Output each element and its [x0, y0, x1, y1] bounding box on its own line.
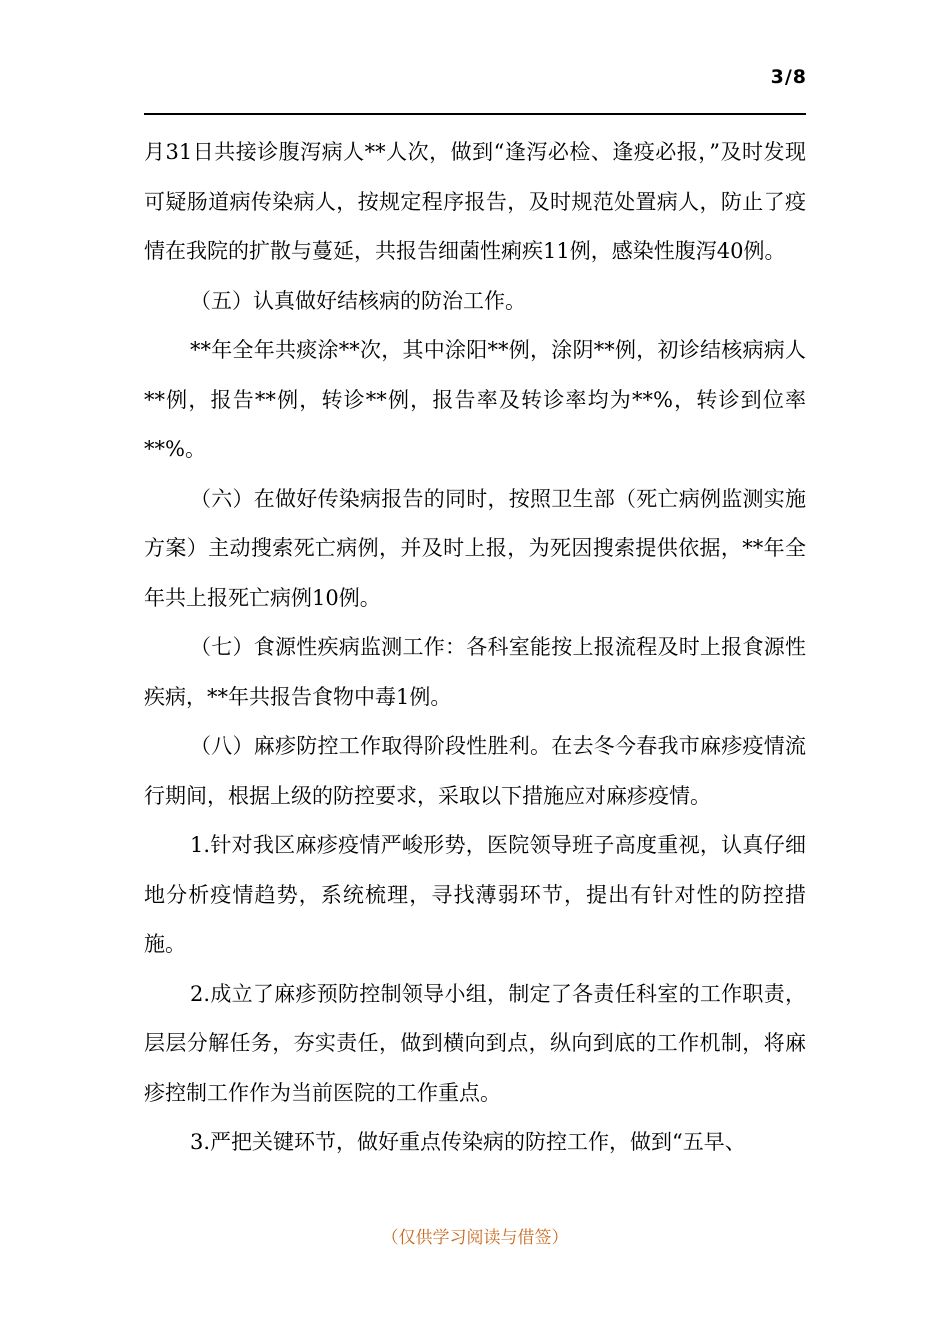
list-item-2: 2.成立了麻疹预防控制领导小组，制定了各责任科室的工作职责，层层分解任务，夯实责任，做到横向到点，纵向到底的工作机制，将麻疹控制工作作为当前医院的工作重点。 [144, 981, 806, 1105]
paragraph-continuation: 月31日共接诊腹泻病人**人次，做到“逢泻必检、逢疫必报，”及时发现可疑肠道病传染病人，按规定程序报告，及时规范处置病人，防止了疫情在我院的扩散与蔓延，共报告细菌性痢疾11例，感染性腹泻40例。 [144, 140, 806, 263]
paragraph-tuberculosis-stats: **年全年共痰涂**次，其中涂阳**例，涂阴**例，初诊结核病病人**例，报告**例，转诊**例，报告率及转诊率均为**%，转诊到位率**%。 [144, 338, 806, 461]
section-heading-5: （五）认真做好结核病的防治工作。 [190, 288, 526, 313]
section-heading-8: （八）麻疹防控工作取得阶段性胜利。在去冬今春我市麻疹疫情流行期间，根据上级的防控要求，采取以下措施应对麻疹疫情。 [144, 734, 806, 808]
footer-note: （仅供学习阅读与借签） [381, 1228, 569, 1248]
page-number: 3/8 [770, 66, 807, 88]
section-heading-7: （七）食源性疾病监测工作：各科室能按上报流程及时上报食源性疾病，**年共报告食物中毒1例。 [144, 635, 806, 709]
section-heading-6: （六）在做好传染病报告的同时，按照卫生部（死亡病例监测实施方案）主动搜索死亡病例，并及时上报，为死因搜索提供依据，**年全年共上报死亡病例10例。 [144, 486, 806, 610]
document-body [144, 128, 806, 1168]
header-divider [144, 113, 806, 115]
list-item-3: 3.严把关键环节，做好重点传染病的防控工作，做到“五早、 [190, 1130, 746, 1154]
list-item-1: 1.针对我区麻疹疫情严峻形势，医院领导班子高度重视，认真仔细地分析疫情趋势，系统梳理，寻找薄弱环节，提出有针对性的防控措施。 [144, 833, 806, 956]
